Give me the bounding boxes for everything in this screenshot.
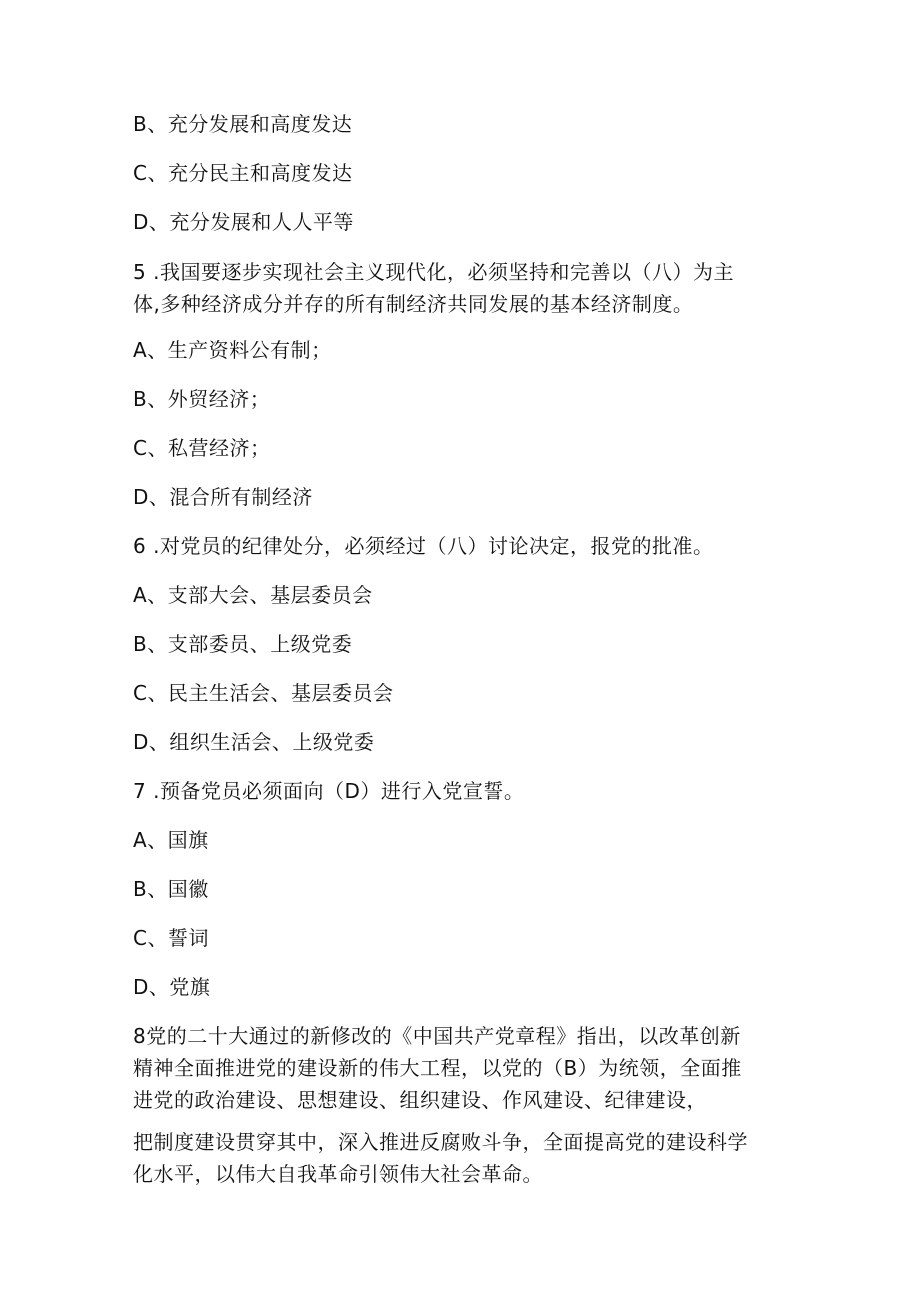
q5-question-line-1: 5 .我国要逐步实现社会主义现代化，必须坚持和完善以（八）为主 — [133, 260, 734, 284]
q6-option-d: D、组织生活会、上级党委 — [133, 730, 375, 754]
q8-line-4: 把制度建设贯穿其中，深入推进反腐败斗争，全面提高党的建设科学 — [133, 1130, 748, 1154]
q5-question — [133, 256, 783, 320]
q8-question-part1 — [133, 1020, 783, 1116]
q8-line-1: 8党的二十大通过的新修改的《中国共产党章程》指出，以改革创新 — [133, 1024, 741, 1048]
q4-option-c: C、充分民主和高度发达 — [133, 161, 353, 185]
q8-line-3: 进党的政治建设、思想建设、组织建设、作风建设、纪律建设， — [133, 1088, 707, 1112]
q8-line-5: 化水平，以伟大自我革命引领伟大社会革命。 — [133, 1162, 543, 1186]
q7-option-a: A、国旗 — [133, 828, 209, 852]
q7-option-c: C、誓词 — [133, 926, 209, 950]
q5-option-b: B、外贸经济； — [133, 387, 271, 411]
q5-option-c: C、私营经济； — [133, 436, 271, 460]
q7-option-d: D、党旗 — [133, 975, 211, 999]
q6-option-c: C、民主生活会、基层委员会 — [133, 681, 394, 705]
q6-option-a: A、支部大会、基层委员会 — [133, 583, 373, 607]
q6-question: 6 .对党员的纪律处分，必须经过（八）讨论决定，报党的批准。 — [133, 534, 714, 558]
q5-option-a: A、生产资料公有制； — [133, 338, 332, 362]
q4-option-b: B、充分发展和高度发达 — [133, 112, 353, 136]
q8-question-part2 — [133, 1126, 783, 1190]
q4-option-d: D、充分发展和人人平等 — [133, 210, 354, 234]
q5-question-line-2: 体,多种经济成分并存的所有制经济共同发展的基本经济制度。 — [133, 292, 694, 316]
q8-line-2: 精神全面推进党的建设新的伟大工程，以党的（B）为统领，全面推 — [133, 1056, 742, 1080]
q7-question: 7 .预备党员必须面向（D）进行入党宣誓。 — [133, 779, 525, 803]
q6-option-b: B、支部委员、上级党委 — [133, 632, 353, 656]
q7-option-b: B、国徽 — [133, 877, 209, 901]
q5-option-d: D、混合所有制经济 — [133, 485, 313, 509]
